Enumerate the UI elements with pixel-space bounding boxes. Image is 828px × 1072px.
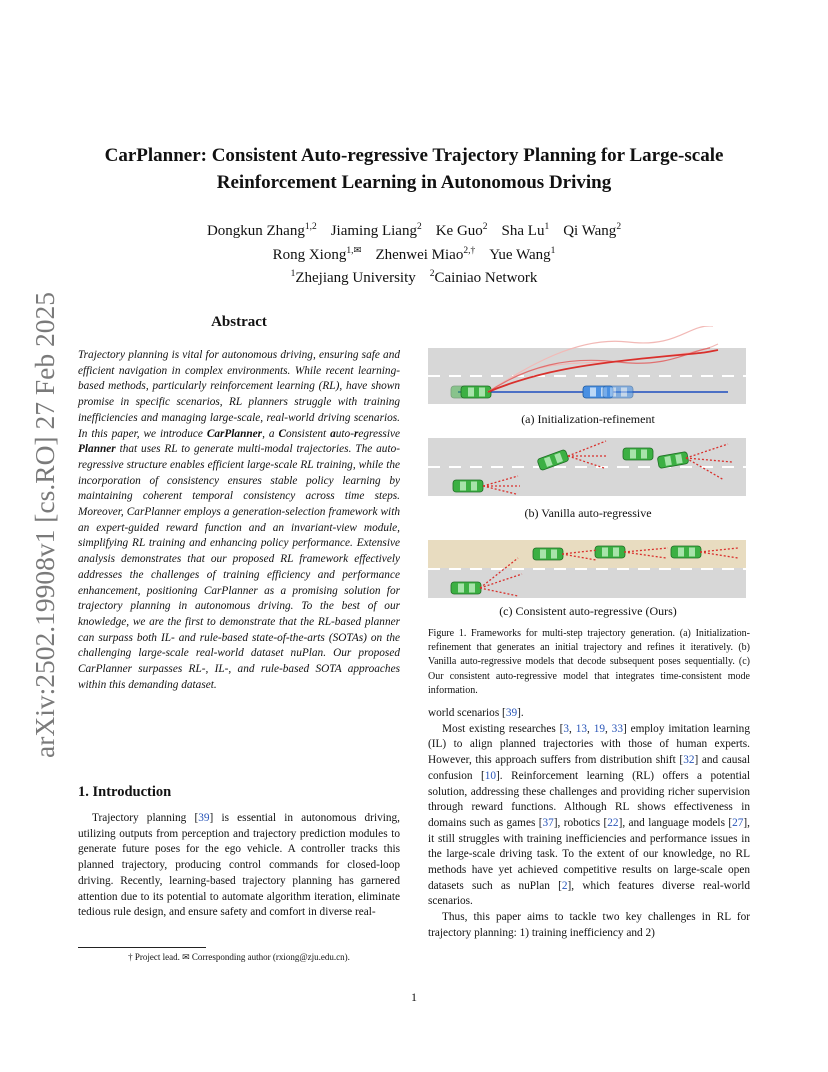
author-name: Jiaming Liang$^2$ [330, 222, 422, 239]
citation-link[interactable]: 19 [593, 722, 605, 735]
citation-link[interactable]: 2 [561, 879, 568, 892]
affiliation: $^1$Zhejiang University [290, 269, 416, 286]
panel-a-diagram [428, 326, 746, 426]
citation-link[interactable]: 13 [575, 722, 587, 735]
abstract-text: Trajectory planning is vital for autonomous driving, ensuring safe and efficient navigation in complex environments. While recent learning-based methods, particularly reinforcement learning (RL), have shown promise in specific scenarios, RL planners struggle with training inefficiencies and managing large-scale, real-world driving scenarios. In this paper, we introduce CarPlanner, a Consistent auto-regressive Planner that uses RL to generate multi-modal trajectories. The auto-regressive structure enables efficient large-scale RL training, while the incorporation of consistency ensures stable policy learning by maintaining coherent temporal consistency across time steps. Moreover, CarPlanner employs a generation-selection framework with an expert-guided reward function and an invariant-view module, simplifying RL training and enhancing policy performance. Extensive analysis demonstrates that our proposed RL framework effectively addresses the challenges of training efficiency and performance enhancement, positioning CarPlanner as a promising solution for trajectory planning in autonomous driving. To the best of our knowledge, we are the first to demonstrate that the RL-based planner can surpass both IL- and rule-based state-of-the-arts (SOTAs) on the challenging large-scale real-world dataset nuPlan. Our proposed CarPlanner surpasses RL-, IL-, and rule-based SOTA approaches within this demanding dataset. [78, 349, 400, 691]
right-column-text [428, 706, 750, 942]
footnote: † Project lead. ✉ Corresponding author (rxiong@zju.edu.cn). [128, 952, 350, 962]
citation-link[interactable]: 10 [484, 769, 497, 782]
author-block [60, 218, 768, 289]
subfigure-label-a: (a) Initialization-refinement [521, 412, 655, 426]
author-row [60, 218, 768, 242]
subfigure-label-b: (b) Vanilla auto-regressive [524, 506, 652, 520]
paragraph: Most existing researches [3, 13, 19, 33] employ imitation learning (IL) to align planned trajectories with those of human experts. However, this approach suffers from distribution shift [32] and causal confusion [10]. Reinforcement learning (RL) offers a potential solution, addressing these challenges and providing richer supervision through reward functions. Although RL shows effectiveness in domains such as games [37], robotics [22], and language models [27], it still struggles with training inefficiencies and performance issues in the large-scale driving task. To the extent of our knowledge, no RL methods have yet achieved competitive results on large-scale open datasets such as nuPlan [2], which features diverse real-world scenarios. [428, 722, 751, 908]
paragraph: world scenarios [39]. [428, 707, 524, 719]
affiliation-row [60, 265, 768, 289]
citation-link[interactable]: 27 [732, 816, 744, 829]
author-name: Sha Lu$^1$ [501, 222, 550, 239]
paragraph: Thus, this paper aims to tackle two key challenges in RL for trajectory planning: 1) training inefficiency and 2) [428, 911, 750, 939]
other-car [583, 386, 633, 398]
citation-link[interactable]: 22 [607, 816, 619, 829]
footnote-rule [78, 947, 206, 948]
panel-b-diagram [428, 436, 746, 520]
author-name: Dongkun Zhang$^{1,2}$ [206, 222, 317, 239]
author-name: Qi Wang$^2$ [563, 222, 622, 239]
abstract-heading: Abstract [211, 314, 267, 330]
intro-paragraph: Trajectory planning [39] is essential in autonomous driving, utilizing outputs from perception and trajectory prediction modules to generate future poses for the ego vehicle. A controller tracks this planned trajectory, producing control commands for closed-loop driving. Recently, learning-based trajectory planning has garnered attention due to its potential to automate algorithm iteration, eliminate tedious rule design, and ensure safety and comfort in diverse real- [78, 812, 400, 919]
citation-link[interactable]: 39 [505, 707, 518, 719]
citation-link[interactable]: 33 [611, 722, 623, 735]
author-name: Ke Guo$^2$ [435, 222, 488, 239]
author-row [60, 242, 768, 266]
arxiv-stamp [16, 290, 66, 760]
citation-link[interactable]: 37 [542, 816, 554, 829]
citation-link[interactable]: 3 [563, 722, 570, 735]
arxiv-id: arXiv:2502.19908v1 [cs.RO] 27 Feb 2025 [30, 300, 60, 758]
author-name: Rong Xiong$^{1,✉}$ [272, 245, 362, 263]
page-number: 1 [411, 990, 417, 1004]
paper-title: CarPlanner: Consistent Auto-regressive Trajectory Planning for Large-scale Reinforcement Learning in Autonomous Driving [104, 145, 724, 193]
citation-link[interactable]: 32 [683, 754, 695, 767]
method-name: CarPlanner [206, 427, 263, 440]
section-heading: 1. Introduction [78, 784, 172, 800]
panel-c-diagram [428, 538, 746, 618]
author-name: Yue Wang$^1$ [489, 245, 556, 263]
figure-1 [428, 326, 748, 628]
author-name: Zhenwei Miao$^{2,\dagger}$ [375, 245, 476, 263]
affiliation: $^2$Cainiao Network [429, 269, 538, 286]
ego-car [451, 386, 491, 398]
citation-link[interactable]: 39 [198, 812, 210, 824]
figure-caption: Figure 1. Frameworks for multi-step trajectory generation. (a) Initialization-refinement that generates an initial trajectory and refines it iteratively. (b) Vanilla auto-regressive models that decode subsequent poses sequentially. (c) Our consistent auto-regressive model that integrates time-consistent mode information. [428, 628, 750, 696]
subfigure-label-c: (c) Consistent auto-regressive (Ours) [499, 604, 677, 618]
